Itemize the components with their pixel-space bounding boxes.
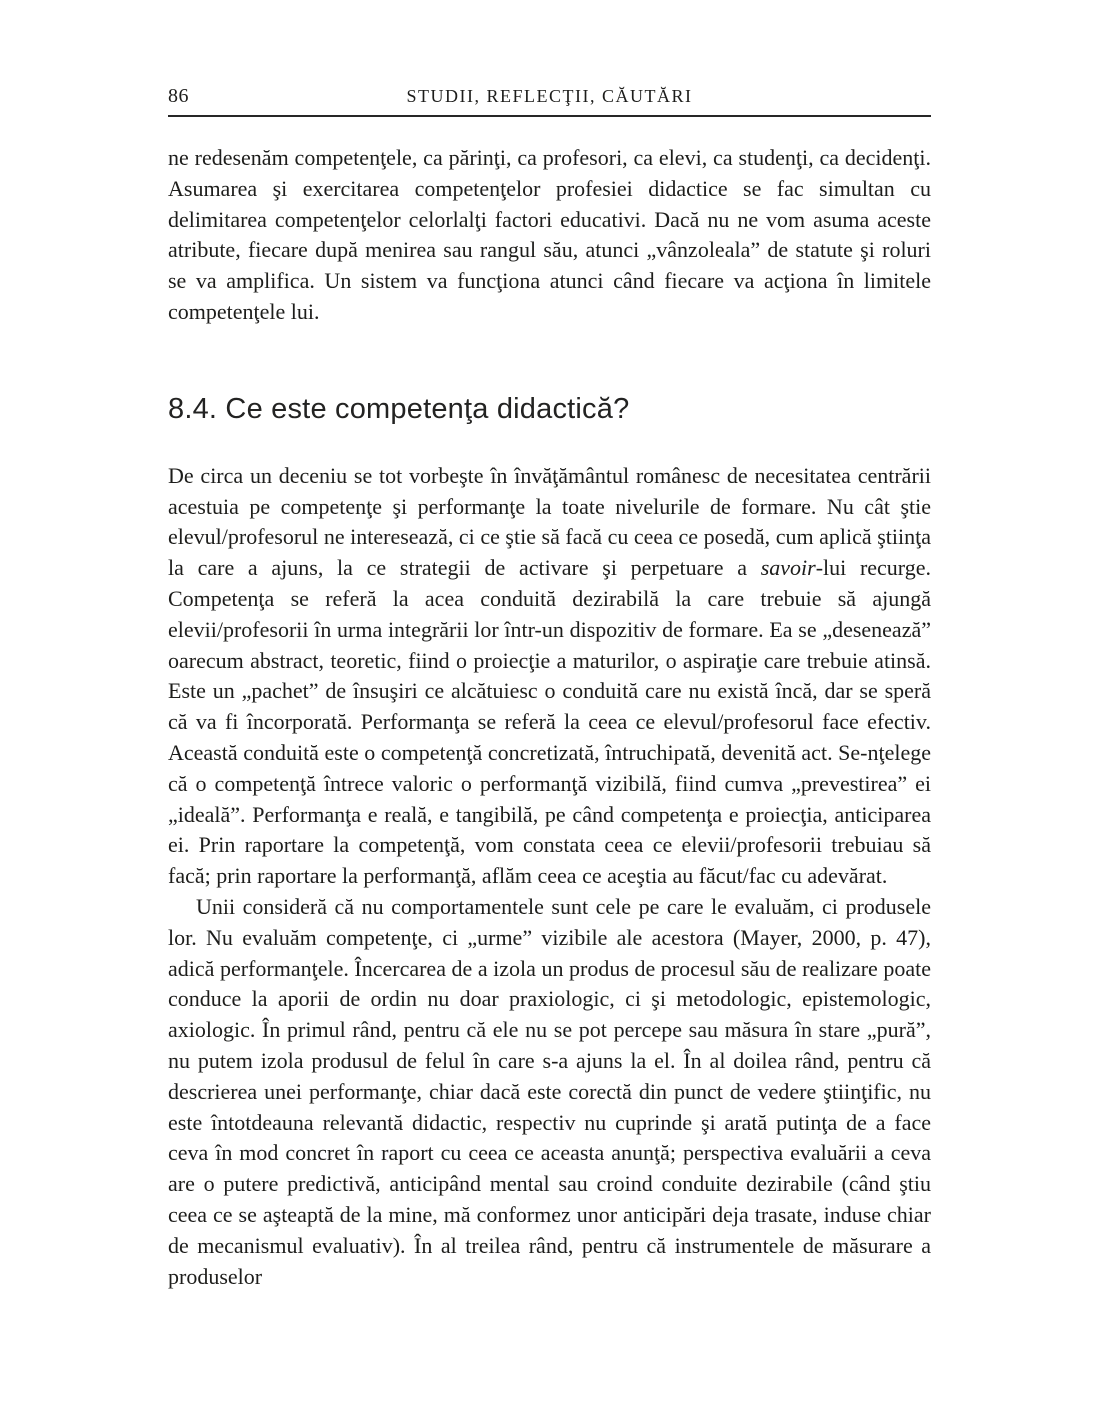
paragraph-text-run: De circa un deceniu se tot vorbeşte în învăţământul românesc de necesitatea centrării acestuia pe competenţe şi performanţe la toate nivelurile de formare. Nu cât ştie elevul/profesorul ne interesează, ci ce ştie să facă cu ceea ce posedă, cum aplică ştiinţa la care a ajuns, la ce strategii de activare şi perpetuare a [168,462,931,581]
page-number: 86 [168,85,189,107]
paragraph-competence-definition [168,461,931,892]
running-header-title: STUDII, REFLECŢII, CĂUTĂRI [406,86,693,106]
paragraph-evaluation: Unii consideră că nu comportamentele sunt cele pe care le evaluăm, ci produsele lor. Nu evaluăm competenţe, ci „urme” vizibile ale acestora (Mayer, 2000, p. 47), adică performanţele. Încercarea de a izola un produs de procesul său de realizare poate conduce la aporii de ordin nu doar praxiologic, ci şi metodologic, epistemologic, axiologic. În primul rând, pentru că ele nu se pot percepe sau măsura în stare „pură”, nu putem izola produsul de felul în care s-a ajuns la el. În al doilea rând, pentru că descrierea unei performanţe, chiar dacă este corectă din punct de vedere ştiinţific, nu este întotdeauna relevantă didactic, respectiv nu cuprinde şi arată putinţa de a face ceva în mod concret în raport cu ceea ce aceasta anunţă; perspectiva evaluării a ceva are o putere predictivă, anticipând mental sau croind conduite dezirabile (când ştiu ceea ce se aşteaptă de la mine, mă conformez unor anticipări deja trasate, induse chiar de mecanismul evaluativ). În al treilea rând, pentru că instrumentele de măsurare a produselor [168,893,931,1289]
page-body [168,143,931,1292]
paragraph-text-run: -lui recurge. Competenţa se referă la acea conduită dezirabilă la care trebuie să ajungă elevii/profesorii în urma integrării lor într-un dispozitiv de formare. Ea se „desenează” oarecum abstract, teoretic, fiind o proiecţie a maturilor, o aspiraţie care trebuie atinsă. Este un „pachet” de însuşiri ce alcătuiesc o conduită care nu există încă, dar se speră că va fi încorporată. Performanţa se referă la ceea ce elevul/profesorul face efectiv. Această conduită este o competenţă concretizată, întruchipată, devenită act. Se-nţelege că o competenţă întrece valoric o performanţă vizibilă, fiind cumva „prevestirea” ei „ideală”. Performanţa e reală, e tangibilă, pe când competenţa e proiecţia, anticiparea ei. Prin raportare la competenţă, vom constata ceea ce elevii/profesorii trebuiau să facă; prin raportare la performanţă, aflăm ceea ce aceştia au făcut/fac cu adevărat. [168,555,932,889]
paragraph-continuation: ne redesenăm competenţele, ca părinţi, ca profesori, ca elevi, ca studenţi, ca decidenţi. Asumarea şi exercitarea competenţelor profesiei didactice se fac simultan cu delimitarea competenţelor celorlalţi factori educativi. Dacă nu ne vom asuma aceste atribute, fiecare după menirea sau rangul său, atunci „vânzoleala” de statute şi roluri se va amplifica. Un sistem va funcţiona atunci când fiecare va acţiona în limitele competenţele lui. [168,145,931,324]
section-heading: 8.4. Ce este competenţa didactică? [168,392,630,425]
page-header [168,84,931,117]
italic-term: savoir [760,555,816,581]
text-column [168,84,931,1292]
